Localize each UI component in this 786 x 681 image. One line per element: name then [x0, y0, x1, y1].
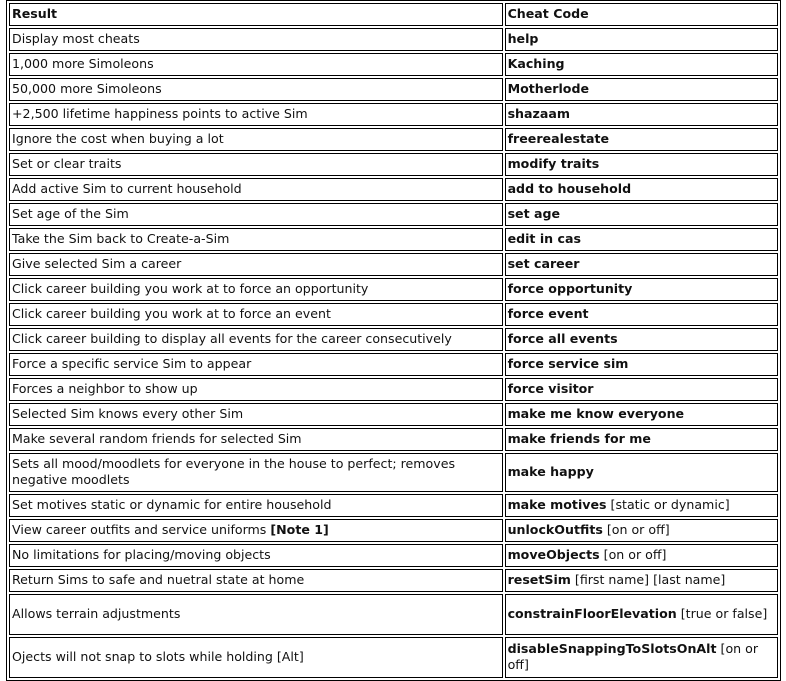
code-cell — [505, 303, 778, 326]
table-row — [9, 228, 778, 251]
table-row — [9, 328, 778, 351]
result-cell: Selected Sim knows every other Sim — [9, 403, 503, 426]
code-cell — [505, 203, 778, 226]
result-cell: Ojects will not snap to slots while holding [Alt] — [9, 637, 503, 678]
result-cell: Click career building you work at to force an opportunity — [9, 278, 503, 301]
cheat-arguments: [on or off] — [606, 522, 670, 537]
table-row — [9, 178, 778, 201]
cheat-code: make me know everyone — [507, 406, 685, 421]
result-cell: +2,500 lifetime happiness points to active Sim — [9, 103, 503, 126]
result-cell: 1,000 more Simoleons — [9, 53, 503, 76]
code-cell — [505, 569, 778, 592]
table-row — [9, 453, 778, 492]
note-reference: [Note 1] — [270, 522, 329, 537]
cheat-arguments: [static or dynamic] — [610, 497, 730, 512]
table-row — [9, 353, 778, 376]
table-row — [9, 378, 778, 401]
code-cell — [505, 544, 778, 567]
table-row — [9, 519, 778, 542]
code-cell — [505, 153, 778, 176]
cheat-code-header: Cheat Code — [505, 3, 778, 26]
table-row — [9, 303, 778, 326]
code-cell — [505, 78, 778, 101]
header-row — [9, 3, 778, 26]
result-cell: Return Sims to safe and nuetral state at home — [9, 569, 503, 592]
result-cell: Set or clear traits — [9, 153, 503, 176]
table-row — [9, 203, 778, 226]
table-row — [9, 28, 778, 51]
result-text: View career outfits and service uniforms — [12, 522, 267, 537]
cheat-code: make friends for me — [507, 431, 651, 446]
cheat-code: unlockOutfits — [507, 522, 603, 537]
cheat-code: modify traits — [507, 156, 600, 171]
table-row — [9, 569, 778, 592]
cheat-code: add to household — [507, 181, 632, 196]
code-cell — [505, 494, 778, 517]
cheat-table — [6, 0, 781, 681]
cheat-code: make happy — [507, 464, 594, 479]
result-cell: Sets all mood/moodlets for everyone in the house to perfect; removes negative moodlets — [9, 453, 503, 492]
code-cell — [505, 428, 778, 451]
result-cell: Click career building you work at to force an event — [9, 303, 503, 326]
result-cell: No limitations for placing/moving objects — [9, 544, 503, 567]
result-cell: 50,000 more Simoleons — [9, 78, 503, 101]
cheat-code: force visitor — [507, 381, 594, 396]
cheat-arguments: [on or off] — [507, 641, 759, 672]
code-cell — [505, 453, 778, 492]
result-cell: Allows terrain adjustments — [9, 594, 503, 635]
cheat-code: help — [507, 31, 539, 46]
table-row — [9, 594, 778, 635]
table-row — [9, 544, 778, 567]
code-cell — [505, 253, 778, 276]
cheat-code: disableSnappingToSlotsOnAlt — [507, 641, 717, 656]
table-row — [9, 103, 778, 126]
code-cell — [505, 637, 778, 678]
cheat-code: Motherlode — [507, 81, 590, 96]
table-row — [9, 428, 778, 451]
cheat-arguments: [on or off] — [603, 547, 667, 562]
result-header: Result — [9, 3, 503, 26]
result-cell: Force a specific service Sim to appear — [9, 353, 503, 376]
cheat-code: make motives — [507, 497, 607, 512]
cheat-code: force service sim — [507, 356, 629, 371]
table-row — [9, 53, 778, 76]
table-row — [9, 403, 778, 426]
table-row — [9, 637, 778, 678]
code-cell — [505, 519, 778, 542]
code-cell — [505, 103, 778, 126]
cheat-code: set age — [507, 206, 561, 221]
result-cell: Ignore the cost when buying a lot — [9, 128, 503, 151]
code-cell — [505, 178, 778, 201]
table-row — [9, 128, 778, 151]
cheat-code: force event — [507, 306, 589, 321]
cheat-code: moveObjects — [507, 547, 600, 562]
result-cell: Click career building to display all events for the career consecutively — [9, 328, 503, 351]
code-cell — [505, 278, 778, 301]
code-cell — [505, 28, 778, 51]
cheat-arguments: [true or false] — [680, 606, 768, 621]
table-row — [9, 253, 778, 276]
result-cell: Add active Sim to current household — [9, 178, 503, 201]
code-cell — [505, 594, 778, 635]
result-cell — [9, 519, 503, 542]
result-cell: Set motives static or dynamic for entire household — [9, 494, 503, 517]
code-cell — [505, 128, 778, 151]
table-row — [9, 494, 778, 517]
cheat-arguments: [first name] [last name] — [574, 572, 726, 587]
result-cell: Take the Sim back to Create-a-Sim — [9, 228, 503, 251]
cheat-code: resetSim — [507, 572, 571, 587]
code-cell — [505, 228, 778, 251]
code-cell — [505, 353, 778, 376]
cheat-code: force opportunity — [507, 281, 633, 296]
code-cell — [505, 53, 778, 76]
result-cell: Make several random friends for selected Sim — [9, 428, 503, 451]
cheat-code: Kaching — [507, 56, 565, 71]
table-row — [9, 78, 778, 101]
code-cell — [505, 328, 778, 351]
result-cell: Forces a neighbor to show up — [9, 378, 503, 401]
table-row — [9, 153, 778, 176]
cheat-code: shazaam — [507, 106, 570, 121]
result-cell: Give selected Sim a career — [9, 253, 503, 276]
table-row — [9, 278, 778, 301]
code-cell — [505, 403, 778, 426]
cheat-code: set career — [507, 256, 580, 271]
cheat-code: edit in cas — [507, 231, 581, 246]
cheat-code: force all events — [507, 331, 618, 346]
cheat-code: freerealestate — [507, 131, 610, 146]
cheat-code: constrainFloorElevation — [507, 606, 677, 621]
code-cell — [505, 378, 778, 401]
result-cell: Display most cheats — [9, 28, 503, 51]
result-cell: Set age of the Sim — [9, 203, 503, 226]
